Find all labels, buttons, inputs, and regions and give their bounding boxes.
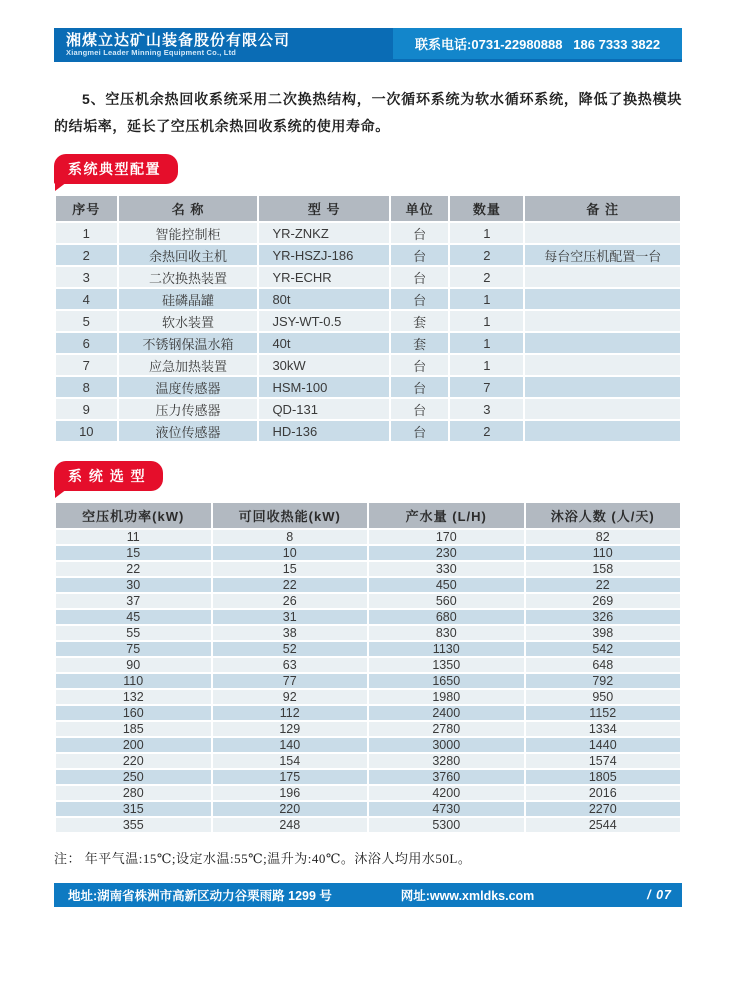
table-cell: HD-136	[258, 420, 389, 442]
table-cell: 90	[55, 657, 212, 673]
column-header: 沐浴人数 (人/天)	[525, 502, 682, 529]
table-row	[55, 376, 681, 398]
table-cell: 80t	[258, 288, 389, 310]
table-cell	[524, 266, 681, 288]
column-header: 空压机功率(kW)	[55, 502, 212, 529]
table-cell	[524, 288, 681, 310]
table-cell: 2544	[525, 817, 682, 833]
table-row	[55, 753, 681, 769]
company-name-en: Xiangmei Leader Minning Equipment Co., Ltd	[66, 47, 237, 57]
table-cell: 套	[390, 310, 449, 332]
table-cell: 8	[55, 376, 118, 398]
footer-website: 网址:www.xmldks.com	[400, 889, 535, 903]
table-cell: YR-ECHR	[258, 266, 389, 288]
section-banner-selection-label: 系 统 选 型	[68, 468, 147, 484]
table-cell: 220	[212, 801, 369, 817]
table-cell: 110	[525, 545, 682, 561]
table-cell: 10	[212, 545, 369, 561]
table-cell: 8	[212, 529, 369, 545]
config-table	[54, 194, 682, 443]
table-cell: QD-131	[258, 398, 389, 420]
table-cell: YR-ZNKZ	[258, 222, 389, 244]
selection-table-header-row	[55, 502, 681, 529]
table-cell: 200	[55, 737, 212, 753]
table-cell: 2780	[368, 721, 525, 737]
table-cell: 11	[55, 529, 212, 545]
table-cell: 台	[390, 376, 449, 398]
table-cell: 应急加热装置	[118, 354, 259, 376]
table-cell: 1980	[368, 689, 525, 705]
table-cell: 30	[55, 577, 212, 593]
table-cell: HSM-100	[258, 376, 389, 398]
table-cell: 2	[449, 266, 524, 288]
config-table-body	[55, 222, 681, 442]
table-cell: 63	[212, 657, 369, 673]
table-cell: 1	[55, 222, 118, 244]
table-row	[55, 673, 681, 689]
intro-paragraph: 5、空压机余热回收系统采用二次换热结构，一次循环系统为软水循环系统，降低了换热模块的结垢率，延长了空压机余热回收系统的使用寿命。	[54, 91, 682, 134]
table-cell: 30kW	[258, 354, 389, 376]
footer-page-number: / 07	[647, 888, 672, 902]
table-cell: 185	[55, 721, 212, 737]
table-cell: 3760	[368, 769, 525, 785]
footer-address: 地址:湖南省株洲市高新区动力谷栗雨路 1299 号	[68, 889, 332, 903]
table-cell: 38	[212, 625, 369, 641]
table-cell: 170	[368, 529, 525, 545]
table-row	[55, 625, 681, 641]
table-cell: 45	[55, 609, 212, 625]
table-cell: 132	[55, 689, 212, 705]
table-cell: 二次换热装置	[118, 266, 259, 288]
column-header: 可回收热能(kW)	[212, 502, 369, 529]
table-cell: 液位传感器	[118, 420, 259, 442]
contact-phone: 联系电话:0731-22980888 186 7333 3822	[393, 28, 682, 59]
table-cell: 82	[525, 529, 682, 545]
table-row	[55, 705, 681, 721]
table-cell	[524, 420, 681, 442]
table-row	[55, 529, 681, 545]
table-cell: 压力传感器	[118, 398, 259, 420]
table-row	[55, 420, 681, 442]
table-cell: 542	[525, 641, 682, 657]
table-cell: 台	[390, 244, 449, 266]
table-row	[55, 785, 681, 801]
table-cell: 3000	[368, 737, 525, 753]
table-cell: 77	[212, 673, 369, 689]
table-row	[55, 801, 681, 817]
table-cell: 158	[525, 561, 682, 577]
table-cell: 26	[212, 593, 369, 609]
table-cell: 1	[449, 354, 524, 376]
table-cell: 269	[525, 593, 682, 609]
table-cell: 326	[525, 609, 682, 625]
table-cell: 3280	[368, 753, 525, 769]
table-cell: 台	[390, 266, 449, 288]
table-row	[55, 332, 681, 354]
table-cell: YR-HSZJ-186	[258, 244, 389, 266]
table-cell: 1	[449, 332, 524, 354]
table-cell: 950	[525, 689, 682, 705]
table-cell: 1334	[525, 721, 682, 737]
table-cell: 1574	[525, 753, 682, 769]
table-cell: 台	[390, 354, 449, 376]
table-cell: 1	[449, 310, 524, 332]
table-cell: 2	[449, 244, 524, 266]
table-row	[55, 222, 681, 244]
table-cell: 2016	[525, 785, 682, 801]
table-cell: 不锈钢保温水箱	[118, 332, 259, 354]
table-cell: 31	[212, 609, 369, 625]
table-cell: 22	[212, 577, 369, 593]
table-cell: JSY-WT-0.5	[258, 310, 389, 332]
table-cell: 40t	[258, 332, 389, 354]
company-name-cn: 湘煤立达矿山装备股份有限公司	[66, 32, 291, 50]
table-cell: 套	[390, 332, 449, 354]
table-cell: 315	[55, 801, 212, 817]
table-row	[55, 689, 681, 705]
table-row	[55, 354, 681, 376]
table-row	[55, 310, 681, 332]
selection-table	[54, 501, 682, 834]
table-cell: 248	[212, 817, 369, 833]
table-cell: 1440	[525, 737, 682, 753]
table-cell: 112	[212, 705, 369, 721]
table-row	[55, 577, 681, 593]
config-table-header-row	[55, 195, 681, 222]
table-row	[55, 609, 681, 625]
column-header: 产水量 (L/H)	[368, 502, 525, 529]
table-row	[55, 737, 681, 753]
table-cell: 160	[55, 705, 212, 721]
table-row	[55, 721, 681, 737]
table-cell: 台	[390, 420, 449, 442]
table-cell: 830	[368, 625, 525, 641]
column-header: 序号	[55, 195, 118, 222]
table-cell	[524, 310, 681, 332]
table-cell: 1152	[525, 705, 682, 721]
table-cell: 129	[212, 721, 369, 737]
table-cell: 330	[368, 561, 525, 577]
table-cell: 230	[368, 545, 525, 561]
section-banner-config	[54, 154, 178, 184]
table-cell: 1350	[368, 657, 525, 673]
table-row	[55, 561, 681, 577]
table-cell: 15	[55, 545, 212, 561]
table-cell: 硅磷晶罐	[118, 288, 259, 310]
table-cell: 1	[449, 288, 524, 310]
table-cell: 4200	[368, 785, 525, 801]
table-cell: 648	[525, 657, 682, 673]
column-header: 型 号	[258, 195, 389, 222]
table-cell: 250	[55, 769, 212, 785]
table-cell: 温度传感器	[118, 376, 259, 398]
table-cell	[524, 332, 681, 354]
column-header: 备 注	[524, 195, 681, 222]
table-cell: 2	[449, 420, 524, 442]
table-row	[55, 288, 681, 310]
header-bar	[54, 28, 682, 62]
table-cell: 792	[525, 673, 682, 689]
table-cell: 15	[212, 561, 369, 577]
table-cell: 280	[55, 785, 212, 801]
table-cell: 398	[525, 625, 682, 641]
column-header: 单位	[390, 195, 449, 222]
table-cell: 余热回收主机	[118, 244, 259, 266]
note-text: 注： 年平气温:15℃;设定水温:55℃;温升为:40℃。沐浴人均用水50L。	[54, 851, 472, 866]
company-logo-block	[54, 33, 290, 57]
table-row	[55, 398, 681, 420]
table-cell: 每台空压机配置一台	[524, 244, 681, 266]
table-cell	[524, 376, 681, 398]
table-cell: 4	[55, 288, 118, 310]
table-cell: 154	[212, 753, 369, 769]
table-cell: 355	[55, 817, 212, 833]
table-cell: 22	[55, 561, 212, 577]
table-cell: 92	[212, 689, 369, 705]
table-row	[55, 769, 681, 785]
table-cell: 220	[55, 753, 212, 769]
table-cell: 5	[55, 310, 118, 332]
table-cell: 52	[212, 641, 369, 657]
table-cell: 680	[368, 609, 525, 625]
section-banner-selection	[54, 461, 163, 491]
table-cell: 7	[449, 376, 524, 398]
footer-bar	[54, 883, 682, 907]
table-cell: 2400	[368, 705, 525, 721]
table-cell: 5300	[368, 817, 525, 833]
table-cell: 2	[55, 244, 118, 266]
table-cell: 175	[212, 769, 369, 785]
table-cell: 1805	[525, 769, 682, 785]
table-cell: 2270	[525, 801, 682, 817]
table-row	[55, 266, 681, 288]
table-cell: 台	[390, 288, 449, 310]
table-cell: 3	[55, 266, 118, 288]
table-cell	[524, 354, 681, 376]
table-cell: 台	[390, 222, 449, 244]
table-cell: 55	[55, 625, 212, 641]
table-cell: 3	[449, 398, 524, 420]
table-cell: 1	[449, 222, 524, 244]
table-cell: 1130	[368, 641, 525, 657]
table-cell: 10	[55, 420, 118, 442]
table-cell: 110	[55, 673, 212, 689]
column-header: 数量	[449, 195, 524, 222]
table-cell: 1650	[368, 673, 525, 689]
table-cell: 22	[525, 577, 682, 593]
table-cell: 196	[212, 785, 369, 801]
table-row	[55, 593, 681, 609]
table-row	[55, 545, 681, 561]
table-row	[55, 817, 681, 833]
selection-table-body	[55, 529, 681, 833]
table-cell	[524, 222, 681, 244]
table-cell: 9	[55, 398, 118, 420]
table-cell: 软水装置	[118, 310, 259, 332]
table-cell: 4730	[368, 801, 525, 817]
table-row	[55, 657, 681, 673]
table-row	[55, 641, 681, 657]
catalog-page	[54, 0, 682, 907]
table-cell: 37	[55, 593, 212, 609]
table-cell: 75	[55, 641, 212, 657]
table-cell: 7	[55, 354, 118, 376]
table-cell: 智能控制柜	[118, 222, 259, 244]
section-banner-config-label: 系统典型配置	[68, 161, 161, 177]
table-cell: 450	[368, 577, 525, 593]
table-cell: 560	[368, 593, 525, 609]
column-header: 名 称	[118, 195, 259, 222]
table-cell: 6	[55, 332, 118, 354]
table-row	[55, 244, 681, 266]
table-cell	[524, 398, 681, 420]
table-cell: 140	[212, 737, 369, 753]
table-cell: 台	[390, 398, 449, 420]
